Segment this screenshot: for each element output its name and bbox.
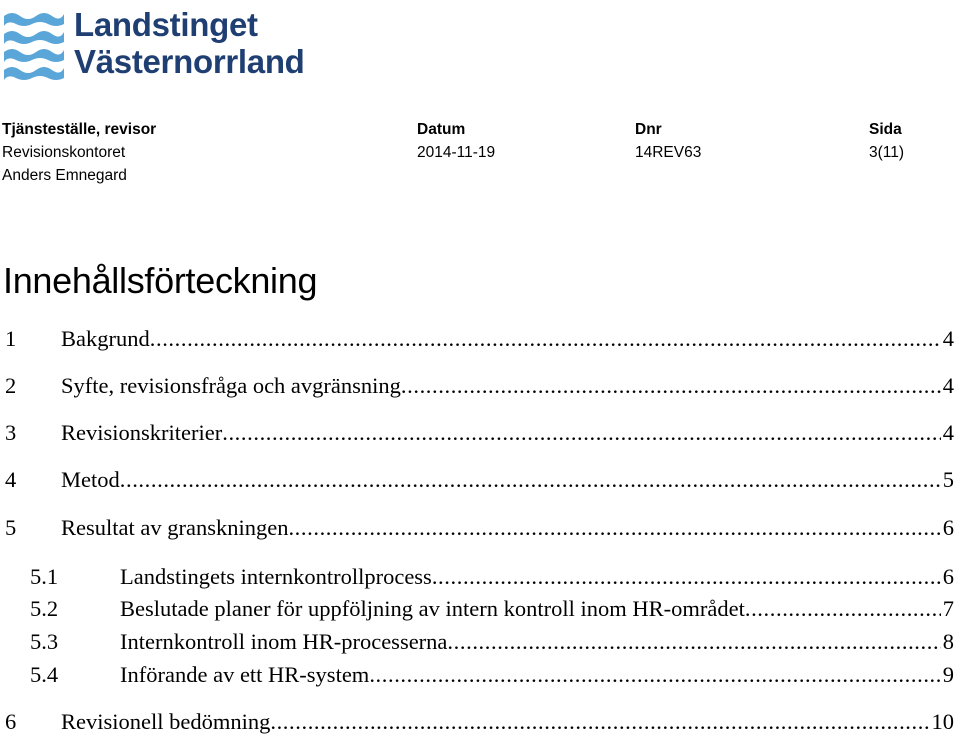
toc-dot-leader: [401, 371, 941, 401]
dnr-label: Dnr: [635, 121, 662, 138]
logo-wordmark: [74, 6, 305, 80]
toc-subentry[interactable]: [0, 627, 960, 657]
toc-entry[interactable]: [0, 465, 960, 495]
toc-entry[interactable]: [0, 707, 960, 737]
toc-entry[interactable]: [0, 513, 960, 543]
toc-dot-leader: [288, 513, 940, 543]
date-label: Datum: [417, 121, 466, 138]
toc-subentry[interactable]: [0, 562, 960, 592]
toc-entry-number: 5.4: [30, 662, 59, 687]
toc-subentry[interactable]: [0, 660, 960, 690]
office-label: Tjänsteställe, revisor: [2, 121, 157, 138]
toc-entry-page: 9: [942, 662, 954, 687]
toc-entry-label: Bakgrund: [61, 326, 150, 351]
toc-entry-page: 6: [942, 564, 954, 589]
page-label: Sida: [869, 121, 902, 138]
toc-entry-page: 4: [942, 420, 954, 445]
toc-entry-label: Beslutade planer för uppföljning av intern kontroll inom HR-området: [120, 596, 745, 621]
toc-title: Innehållsförteckning: [3, 260, 318, 301]
page-value: 3(11): [869, 144, 905, 161]
toc-entry-label: Internkontroll inom HR-processerna: [120, 629, 448, 654]
toc-entry[interactable]: [0, 324, 960, 354]
toc-entry-number: 5.3: [30, 629, 59, 654]
toc-entry-label: Revisionell bedömning: [61, 709, 271, 734]
toc-entry-label: Metod: [61, 467, 120, 492]
toc-dot-leader: [120, 465, 941, 495]
toc-entry-label: Revisionskriterier: [61, 420, 223, 445]
toc-dot-leader: [150, 324, 941, 354]
toc-dot-leader: [447, 627, 940, 657]
toc-entry-page: 7: [942, 596, 954, 621]
toc-entry-number: 6: [5, 709, 17, 734]
toc-entry-number: 5.1: [30, 564, 59, 589]
logo-line-1: Landstinget: [74, 6, 258, 43]
toc-entry-number: 3: [5, 420, 17, 445]
toc-dot-leader: [745, 594, 941, 624]
toc-entry-page: 5: [942, 467, 954, 492]
toc-dot-leader: [222, 418, 941, 448]
toc-entry-number: 1: [5, 326, 17, 351]
toc-entry-page: 10: [931, 709, 954, 734]
page-block: [869, 118, 904, 164]
date-block: [417, 118, 495, 164]
toc-dot-leader: [369, 660, 940, 690]
toc-entry-label: Landstingets internkontrollprocess: [120, 564, 432, 589]
date-value: 2014-11-19: [417, 144, 496, 161]
toc-entry-number: 2: [5, 373, 17, 398]
logo-line-2: Västernorrland: [74, 43, 305, 80]
toc-entry-page: 4: [942, 373, 954, 398]
waves-logo-icon: [2, 8, 64, 82]
toc-entry-page: 6: [942, 515, 954, 540]
office-block: [2, 118, 156, 187]
toc-entry[interactable]: [0, 371, 960, 401]
toc-entry-label: Införande av ett HR-system: [120, 662, 370, 687]
toc-dot-leader: [432, 562, 941, 592]
toc-entry-number: 5.2: [30, 596, 59, 621]
toc-entry-page: 4: [942, 326, 954, 351]
dnr-value: 14REV63: [635, 144, 702, 161]
toc-subentry[interactable]: [0, 594, 960, 624]
toc-entry-number: 4: [5, 467, 17, 492]
toc-entry-number: 5: [5, 515, 17, 540]
toc-entry-page: 8: [942, 629, 954, 654]
toc-entry-label: Resultat av granskningen: [61, 515, 289, 540]
organization-logo: [2, 4, 332, 86]
office-name: Revisionskontoret: [2, 144, 126, 161]
toc-entry-label: Syfte, revisionsfråga och avgränsning: [61, 373, 401, 398]
toc-entry[interactable]: [0, 418, 960, 448]
author-name: Anders Emnegard: [2, 167, 127, 184]
dnr-block: [635, 118, 701, 164]
toc-dot-leader: [270, 707, 929, 737]
